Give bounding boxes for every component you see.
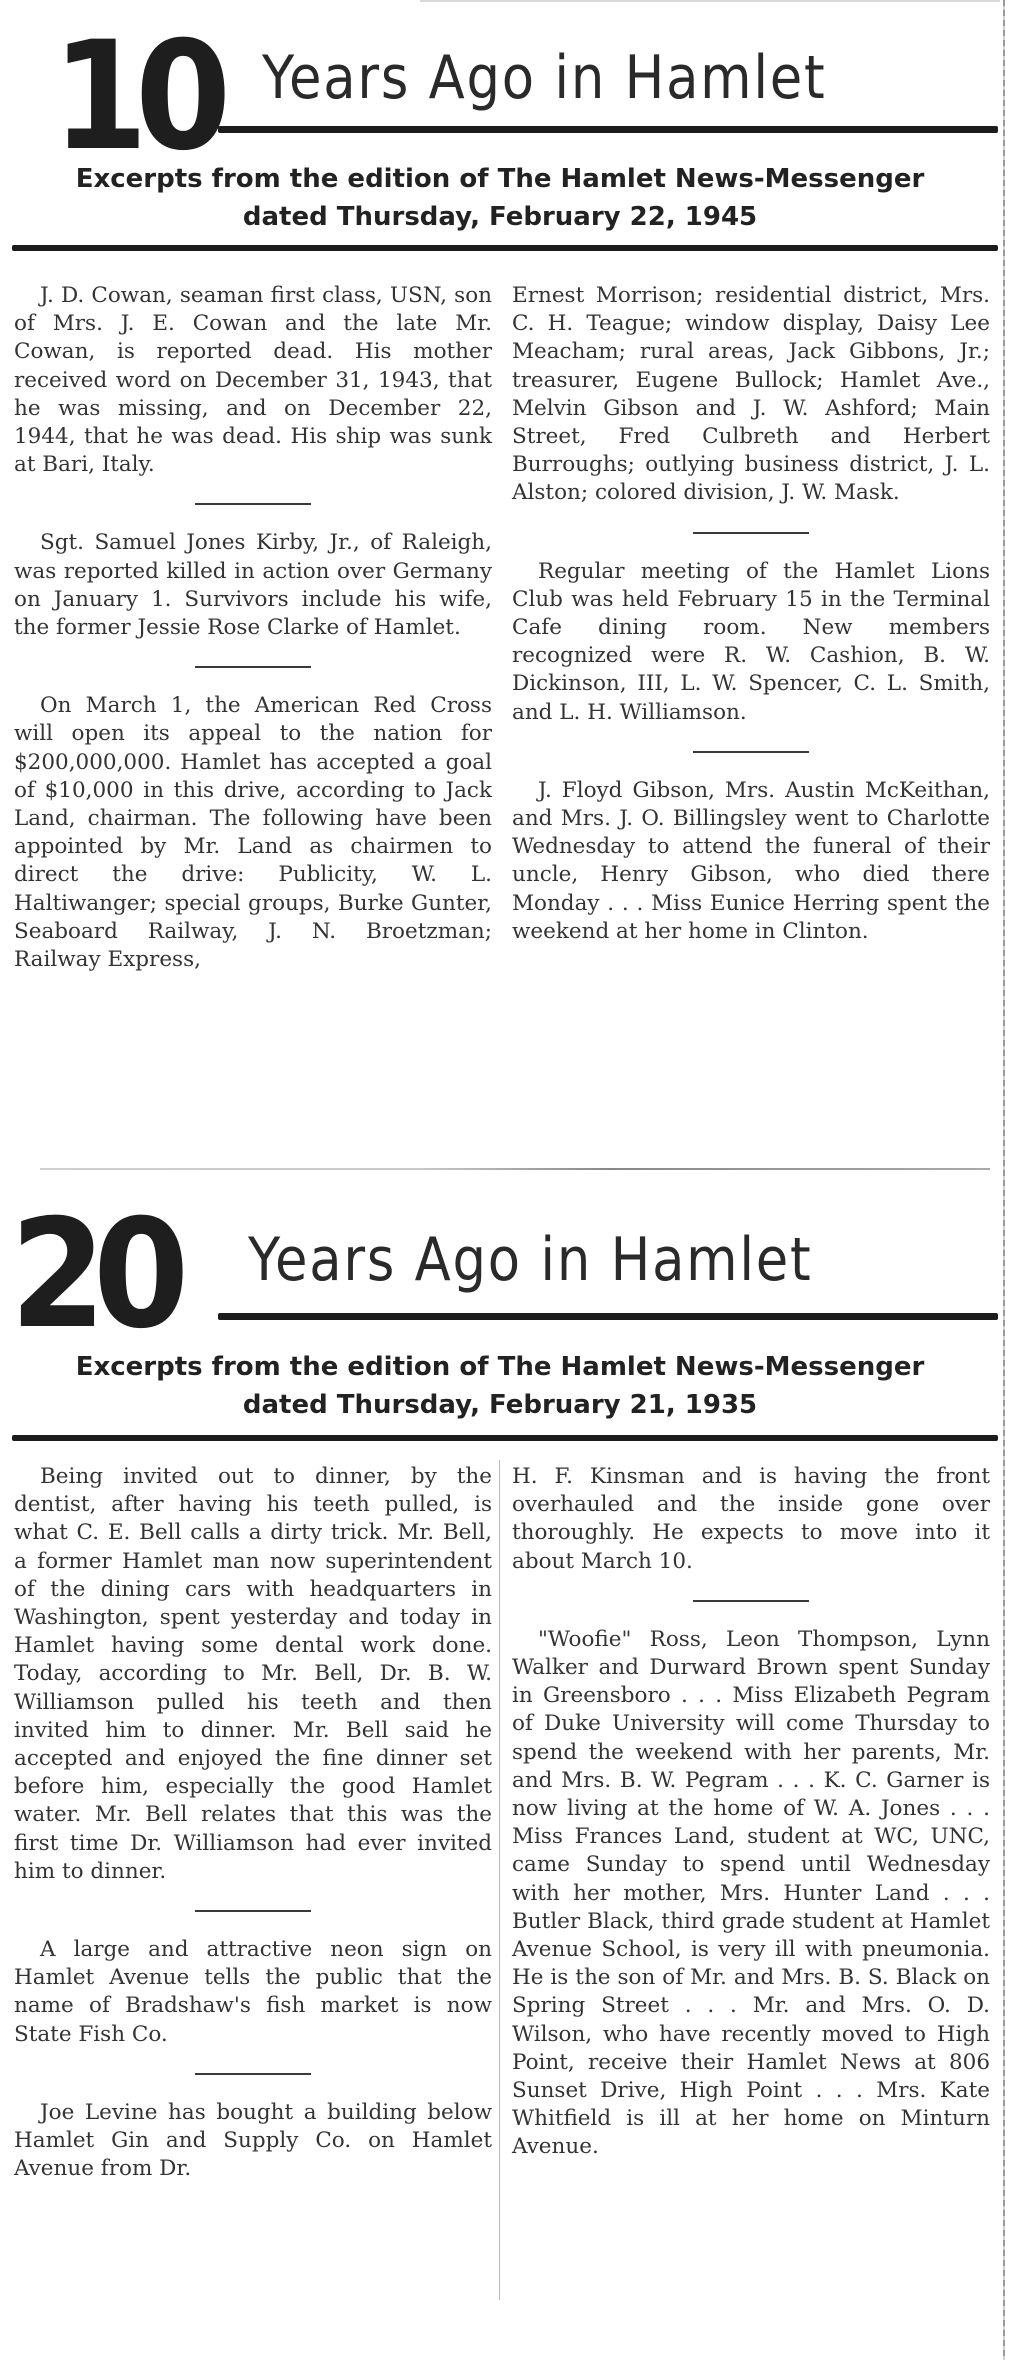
right-column (512, 1463, 990, 2162)
page-edge-border (1003, 0, 1005, 2360)
item-separator (195, 2073, 311, 2075)
subtitle-line-1: Excerpts from the edition of The Hamlet News-Messenger (75, 1352, 925, 1382)
item-separator (693, 751, 809, 753)
section-divider-rule (40, 1168, 990, 1170)
section-20-years-ago (0, 1180, 1000, 2360)
item-separator (195, 1910, 311, 1912)
news-item-kirby: Sgt. Samuel Jones Kirby, Jr., of Raleigh, was reported killed in action over Germany on January 1. Survivors include his wife, the former Jessie Rose Clarke of Hamlet. (14, 530, 492, 641)
section-10-years-ago (0, 0, 1000, 1150)
news-item-lions-club: Regular meeting of the Hamlet Lions Club was held February 15 in the Terminal Cafe dining room. New members recognized were R. W. Cashion, B. W. Dickinson, III, L. W. Spencer, C. L. Smith, and L. H. Williamson. (512, 558, 990, 725)
header-bottom-rule (12, 245, 998, 251)
news-item-levine-building: Joe Levine has bought a building below Hamlet Gin and Supply Co. on Hamlet Avenue from Dr. (14, 2099, 492, 2182)
title-underline (218, 126, 998, 133)
years-number: 20 (10, 1188, 177, 1362)
left-column (14, 282, 492, 974)
item-separator (693, 1600, 809, 1602)
left-column (14, 1463, 492, 2183)
title-underline (218, 1313, 998, 1320)
header-bottom-rule (12, 1435, 998, 1441)
news-item-cowan: J. D. Cowan, seaman first class, USN, son of Mrs. J. E. Cowan and the late Mr. Cowan, is reported dead. His mother received word on December 31, 1943, that he was missing, and on December 22, 1944, that he was dead. His ship was sunk at Bari, Italy. (14, 283, 492, 478)
news-item-red-cross-continued: Ernest Morrison; residential district, Mrs. C. H. Teague; window display, Daisy Lee Meacham; rural areas, Jack Gibbons, Jr.; treasurer, Eugene Bullock; Hamlet Ave., Melvin Gibson and J. W. Ashford; Main Street, Fred Culbreth and Herbert Burroughs; outlying business district, J. L. Alston; colored division, J. W. Mask. (512, 283, 990, 506)
news-item-levine-continued: H. F. Kinsman and is having the front overhauled and the inside gone over thoroughly. He expects to move into it about March 10. (512, 1464, 990, 1574)
news-item-bell-dentist: Being invited out to dinner, by the dentist, after having his teeth pulled, is what C. E. Bell calls a dirty trick. Mr. Bell, a former Hamlet man now superintendent of the dining cars with headquarters in Washington, spent yesterday and today in Hamlet having some dental work done. Today, according to Mr. Bell, Dr. B. W. Williamson pulled his teeth and then invited him to dinner. Mr. Bell said he accepted and enjoyed the fine dinner set before him, especially the good Hamlet water. Mr. Bell relates that this was the first time Dr. Williamson had ever invited him to dinner. (14, 1464, 492, 1884)
news-item-gibson-funeral: J. Floyd Gibson, Mrs. Austin McKeithan, and Mrs. J. O. Billingsley went to Charlotte Wednesday to attend the funeral of their uncle, Henry Gibson, who died there Monday . . . Miss Eunice Herring spent the weekend at her home in Clinton. (512, 777, 990, 944)
subtitle-date: dated Thursday, February 21, 1935 (242, 1390, 758, 1420)
item-separator (693, 532, 809, 534)
news-item-red-cross: On March 1, the American Red Cross will open its appeal to the nation for $200,000,000. Hamlet has accepted a goal of $10,000 in this drive, according to Jack Land, chairman. The following have been appointed by Mr. Land as chairmen to direct the drive: Publicity, W. L. Haltiwanger; special groups, Burke Gunter, Seaboard Railway, J. N. Broetzman; Railway Express, (14, 693, 492, 973)
subtitle-date: dated Thursday, February 22, 1945 (242, 202, 758, 232)
section-title: Years Ago in Hamlet (262, 43, 827, 113)
subtitle-line-1: Excerpts from the edition of The Hamlet News-Messenger (75, 164, 925, 194)
news-item-social-notes: "Woofie" Ross, Leon Thompson, Lynn Walker and Durward Brown spent Sunday in Greensboro . . . Miss Elizabeth Pegram of Duke University will come Thursday to spend the weekend with her parents, Mr. and Mrs. B. W. Pegram . . . K. C. Garner is now living at the home of W. A. Jones . . . Miss Frances Land, student at WC, UNC, came Sunday to spend until Wednesday with her mother, Mrs. Hunter Land . . . Butler Black, third grade student at Hamlet Avenue School, is very ill with pneumonia. He is the son of Mr. and Mrs. B. S. Black on Spring Street . . . Mr. and Mrs. O. D. Wilson, who have recently moved to High Point, receive their Hamlet News at 806 Sunset Drive, High Point . . . Mrs. Kate Whitfield is ill at her home on Minturn Avenue. (512, 1626, 990, 2160)
item-separator (195, 503, 311, 505)
item-separator (195, 666, 311, 668)
column-divider (499, 1460, 500, 2300)
right-column (512, 282, 990, 946)
masthead-20-years (0, 1180, 1000, 1362)
edition-subtitle (0, 160, 1000, 236)
news-item-neon-sign: A large and attractive neon sign on Hamlet Avenue tells the public that the name of Bradshaw's fish market is now State Fish Co. (14, 1937, 492, 2047)
section-title: Years Ago in Hamlet (248, 1225, 813, 1295)
years-number: 10 (52, 10, 219, 184)
edition-subtitle (0, 1348, 1000, 1424)
